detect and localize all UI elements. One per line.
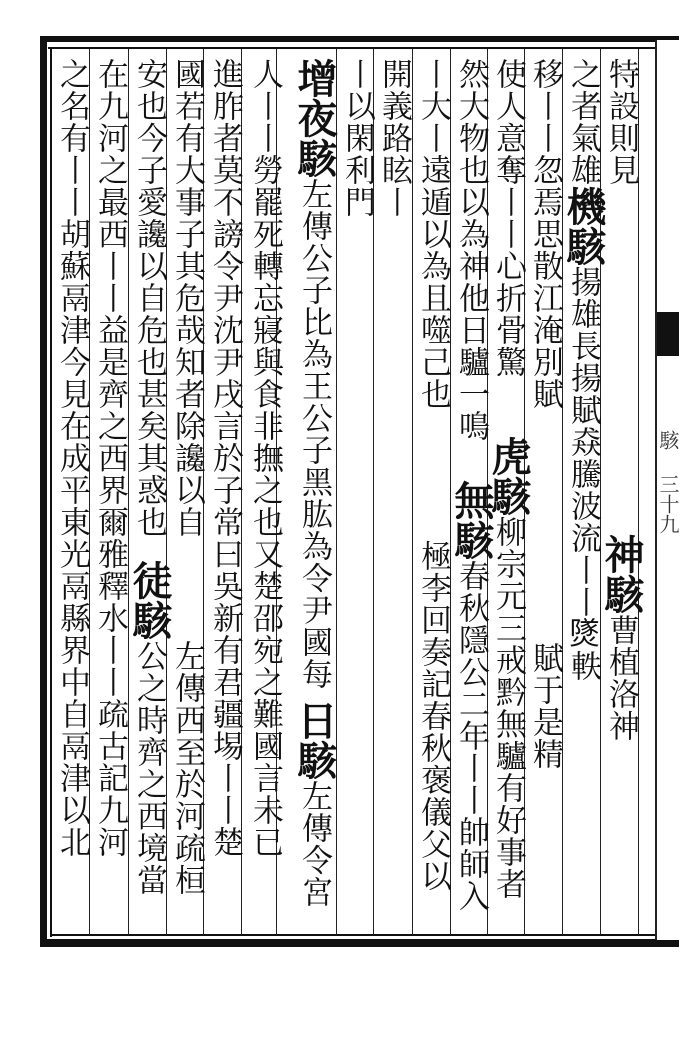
text-column-1 (598, 58, 645, 936)
column-text: 曹植洛神 (603, 614, 639, 742)
entry-heading: 神駭 (598, 534, 645, 614)
text-column-9 (337, 58, 377, 936)
column-text: 柳宗元三戒黔無驢有好事者 (490, 516, 526, 900)
column-text: 之名有丨丨胡蘇鬲津今見在成平東光鬲縣界中自鬲津以北 (54, 58, 90, 858)
column-text: 左傳西至於河疏桓 (169, 640, 205, 896)
column-text: 進胙者莫不謗令尹沈尹戌言於子常曰吳新有君疆埸丨丨楚 (207, 58, 243, 858)
column-text: 國若有大事子其危哉知者除讒以自 (169, 58, 205, 538)
column-text-spacer (529, 410, 562, 642)
column-text-spacer (605, 186, 638, 534)
column-text: 左傳公子比為王公子黑肱為令尹國每 (296, 178, 332, 690)
text-column-13-lower (167, 640, 207, 932)
column-text: 開義路眩丨 (376, 58, 412, 218)
frame-inner-top-border (48, 47, 679, 49)
column-text: 安也今子愛讒以自危也甚矣其惑也 (131, 58, 167, 538)
frame-bottom-border (40, 939, 679, 947)
column-text: 特設則見 (603, 58, 639, 186)
text-column-7 (413, 540, 453, 932)
text-column-8 (374, 58, 414, 936)
column-text: 移丨丨忽焉思散江淹別賦 (527, 58, 563, 410)
column-text: 賦于是精 (527, 642, 563, 770)
spine-fishtail-mark (657, 312, 679, 356)
column-text: 使人意奪丨丨心折骨驚 (490, 58, 526, 378)
spine-label: 駭 三十九 (656, 430, 680, 534)
entry-heading: 機駭 (560, 186, 607, 266)
entry-heading: 日駭 (291, 700, 338, 780)
column-text: 在九河之最西丨丨益是齊之西界爾雅釋水丨丨疏古記九河 (92, 58, 128, 858)
text-column-5-lower (448, 480, 495, 932)
column-text: 丨以閑利門 (339, 58, 375, 218)
column-text: 揚雄長揚賦猋騰波流丨丨𤎩軼 (565, 266, 601, 682)
entry-heading: 增夜駭 (291, 58, 338, 178)
entry-heading: 虎駭 (485, 436, 532, 516)
column-text: 丨大丨遠遁以為且噬己也 (415, 58, 451, 410)
text-column-2 (560, 58, 607, 936)
column-text: 左傳令宮 (296, 780, 332, 908)
frame-left-border (40, 36, 47, 946)
text-column-12 (205, 58, 245, 936)
entry-heading: 無駭 (448, 480, 495, 560)
text-column-15 (90, 58, 130, 936)
column-text: 極李回奏記春秋褒儀父以 (415, 540, 451, 892)
text-column-spacer (277, 246, 291, 686)
column-text: 然大物也以為神他日驢一鳴 (453, 58, 489, 442)
column-text: 公之時齊之西境當 (131, 640, 167, 896)
text-column-14-lower (126, 560, 173, 932)
entry-heading: 徒駭 (126, 560, 173, 640)
text-column-10-lower (290, 700, 338, 932)
frame-top-border (40, 36, 679, 42)
column-text: 人丨丨勞罷死轉忘寢與食非撫之也又楚邵宛之難國言未已 (247, 58, 283, 858)
column-text: 春秋隱公二年丨丨帥師入 (453, 560, 489, 912)
text-column-16 (52, 58, 92, 936)
column-text: 之者氣雄 (565, 58, 601, 186)
